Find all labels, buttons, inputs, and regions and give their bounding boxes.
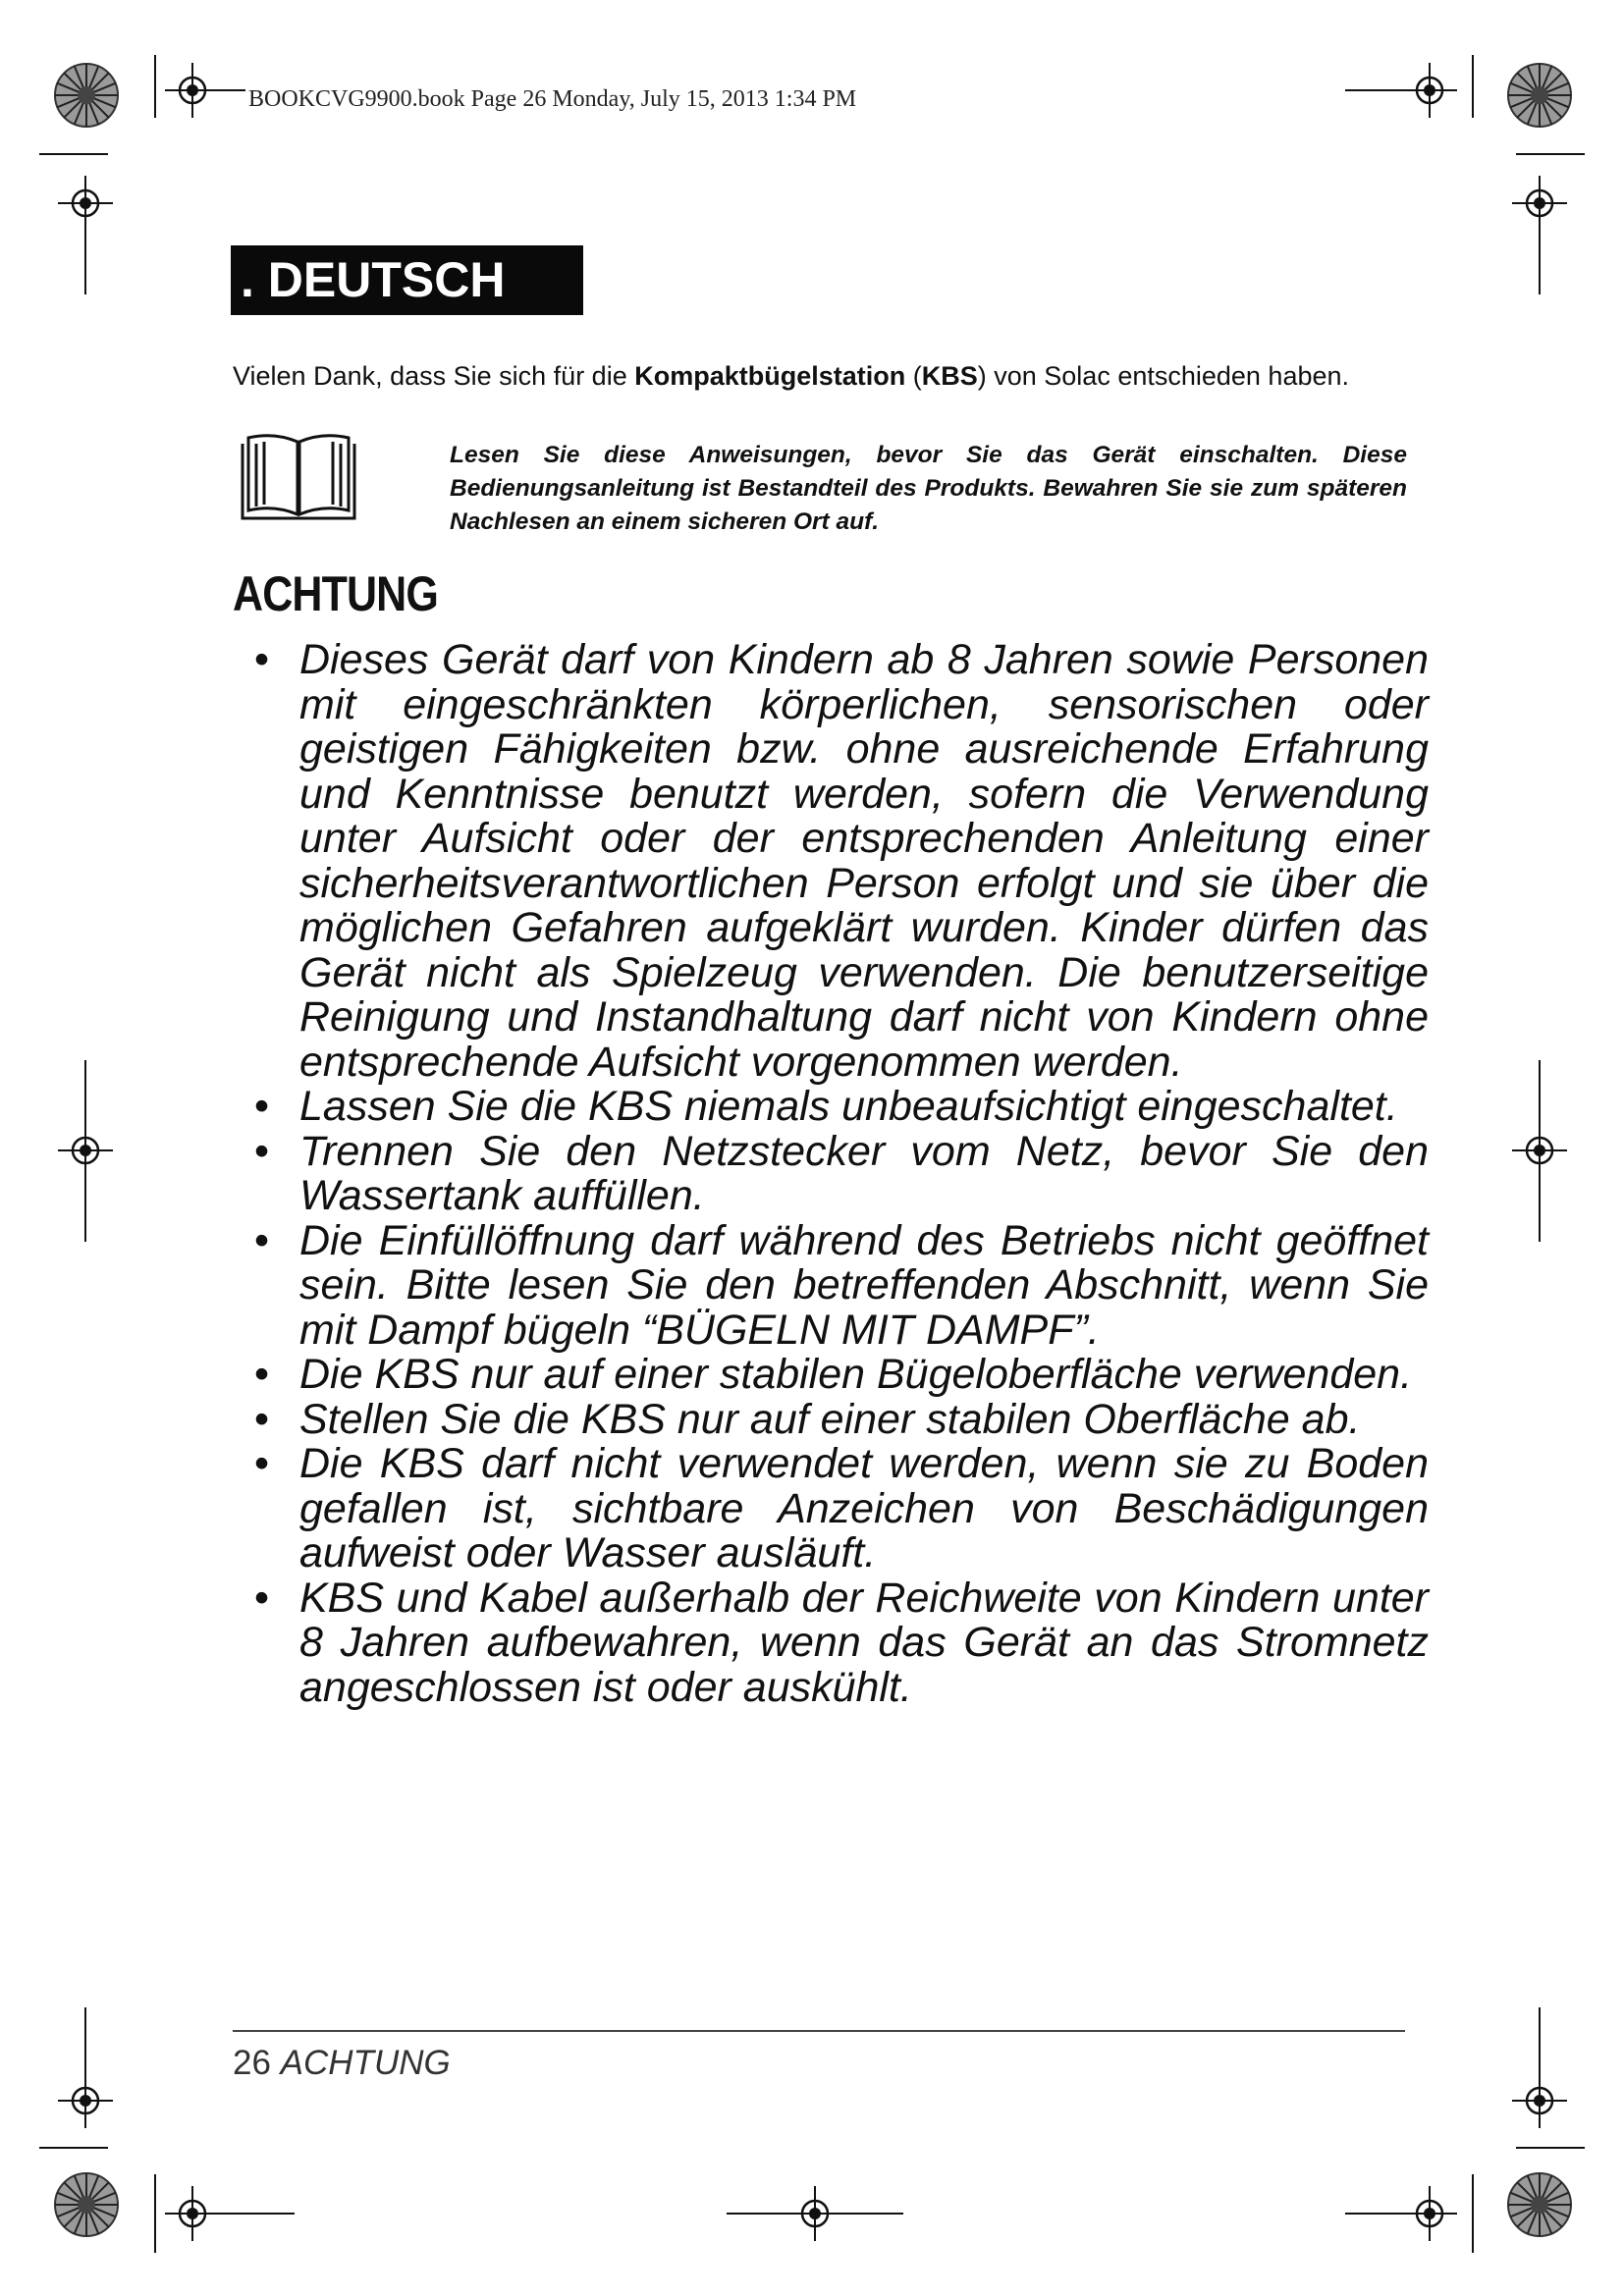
bullet: • <box>254 636 270 683</box>
footer-divider <box>233 2030 1405 2032</box>
warning-text: Die Einfüllöffnung darf während des Betriebs nicht geöffnet sein. Bitte lesen Sie den betreffenden Abschnitt, wenn Sie mit Dampf bügeln “BÜGELN MIT DAMPF”. <box>299 1216 1429 1354</box>
warning-text: Die KBS nur auf einer stabilen Bügeloberfläche verwenden. <box>299 1351 1413 1398</box>
bullet: • <box>254 1083 270 1130</box>
language-title: . DEUTSCH <box>231 245 583 315</box>
color-wheel-icon <box>1508 64 1571 127</box>
list-item <box>250 1216 1429 1354</box>
bullet: • <box>254 1395 270 1443</box>
intro-mid: ( <box>905 361 922 391</box>
list-item <box>250 1395 1429 1443</box>
warning-text: Lassen Sie die KBS niemals unbeaufsichtigt eingeschaltet. <box>299 1083 1398 1130</box>
product-name: Kompaktbügelstation <box>634 361 906 391</box>
print-header: BOOKCVG9900.book Page 26 Monday, July 15, 2013 1:34 PM <box>248 86 857 112</box>
warning-text: Trennen Sie den Netzstecker vom Netz, bevor Sie den Wassertank auffüllen. <box>299 1127 1429 1219</box>
product-abbr: KBS <box>921 361 978 391</box>
warning-text: Dieses Gerät darf von Kindern ab 8 Jahren sowie Personen mit eingeschränkten körperlichen, sensorischen oder geistigen Fähigkeiten bzw. ohne ausreichende Erfahrung und Kenntnisse benutzt werden, sofern die Verwendung unter Aufsicht oder der entsprechenden Anleitung einer sicherheitsverantwortlichen Person erfolgt und sie über die möglichen Gefahren aufgeklärt wurden. Kinder dürfen das Gerät nicht als Spielzeug verwenden. Die benutzerseitige Reinigung und Instandhaltung darf nicht von Kindern ohne entsprechende Aufsicht vorgenommen werden. <box>299 636 1429 1086</box>
reading-note: Lesen Sie diese Anweisungen, bevor Sie das Gerät einschalten. Diese Bedienungsanleitung ist Bestandteil des Produkts. Bewahren Sie sie zum späteren Nachlesen an einem sicheren Ort auf. <box>450 442 1407 535</box>
list-item <box>250 1442 1429 1576</box>
intro-before: Vielen Dank, dass Sie sich für die <box>233 361 635 391</box>
color-wheel-icon <box>1508 2173 1571 2236</box>
warning-text: Stellen Sie die KBS nur auf einer stabilen Oberfläche ab. <box>299 1395 1361 1443</box>
bullet: • <box>254 1216 270 1264</box>
intro-text <box>233 360 1411 393</box>
warnings-list <box>250 638 1429 1710</box>
bullet: • <box>254 1127 270 1175</box>
list-item <box>250 1576 1429 1711</box>
section-heading: ACHTUNG <box>233 566 438 621</box>
color-wheel-icon <box>55 64 118 127</box>
page-footer <box>233 2044 451 2083</box>
footer-section: ACHTUNG <box>280 2044 451 2082</box>
warning-text: Die KBS darf nicht verwendet werden, wenn sie zu Boden gefallen ist, sichtbare Anzeichen von Beschädigungen aufweist oder Wasser ausläuft. <box>299 1440 1429 1576</box>
bullet: • <box>254 1574 270 1622</box>
page-number: 26 <box>233 2044 271 2082</box>
list-item <box>250 1127 1429 1219</box>
list-item <box>250 1353 1429 1398</box>
list-item <box>250 1085 1429 1130</box>
bullet: • <box>254 1351 270 1398</box>
list-item <box>250 638 1429 1085</box>
warning-text: KBS und Kabel außerhalb der Reichweite von Kindern unter 8 Jahren aufbewahren, wenn das Gerät an das Stromnetz angeschlossen ist oder auskühlt. <box>299 1574 1429 1711</box>
open-book-icon <box>239 430 358 522</box>
intro-after: ) von Solac entschieden haben. <box>977 361 1350 391</box>
bullet: • <box>254 1440 270 1487</box>
color-wheel-icon <box>55 2173 118 2236</box>
